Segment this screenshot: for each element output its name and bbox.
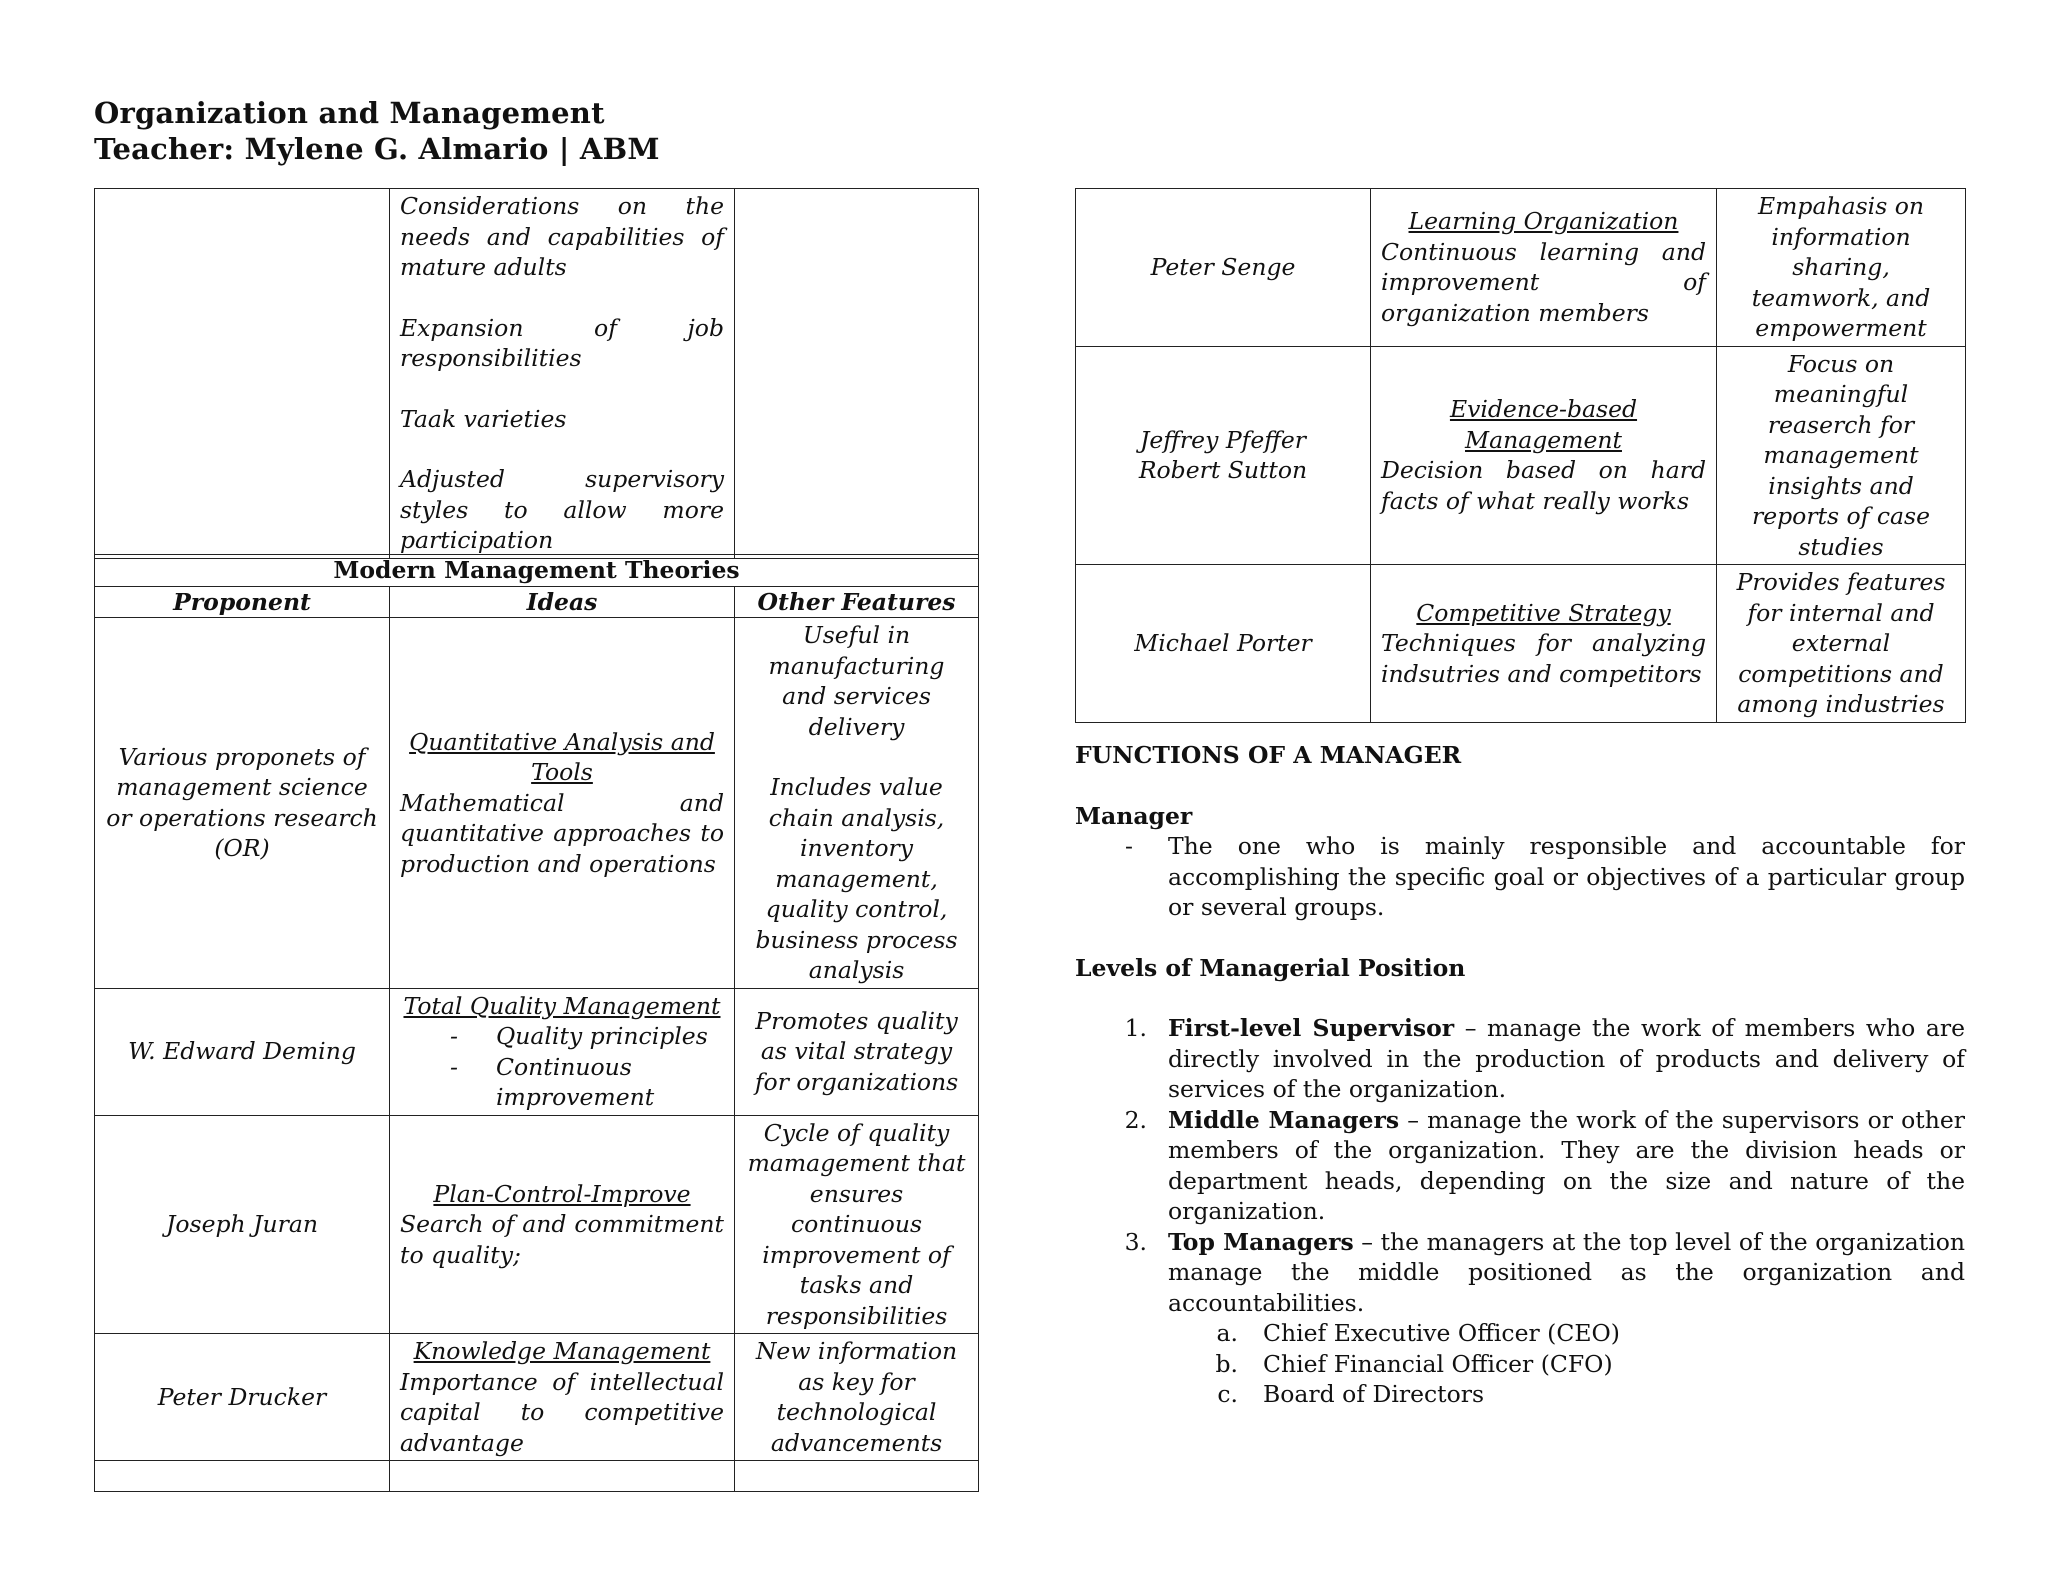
column-header: Proponent bbox=[95, 586, 390, 618]
features-cell: Focus on meaningful reaserch for management insights and reports of case studies bbox=[1717, 346, 1966, 565]
table-row bbox=[1076, 565, 1966, 723]
idea-item: Adjusted supervisory styles to allow more participation bbox=[400, 465, 724, 554]
list-number: 3. bbox=[1124, 1227, 1147, 1256]
idea-text: Techniques for analyzing indsutries and competitors bbox=[1381, 629, 1706, 688]
idea-text: Mathematical and quantitative approaches to production and operations bbox=[400, 788, 724, 878]
levels-heading: Levels of Managerial Position bbox=[1075, 953, 1466, 982]
features-cell bbox=[735, 618, 979, 989]
proponent-cell: Peter Drucker bbox=[95, 1334, 390, 1461]
empty-cell bbox=[95, 189, 390, 559]
features-cell: Promotes quality as vital strategy for organizations bbox=[735, 988, 979, 1115]
document-title: Organization and Management bbox=[94, 96, 605, 130]
table-row bbox=[95, 1461, 979, 1492]
sub-letter: c. bbox=[1217, 1380, 1238, 1408]
teacher-line: Teacher: Mylene G. Almario | ABM bbox=[94, 132, 660, 166]
section-title: FUNCTIONS OF A MANAGER bbox=[1075, 741, 1462, 769]
table-row bbox=[95, 1115, 979, 1334]
proponent-cell: Michael Porter bbox=[1076, 565, 1371, 723]
idea-text: Decision based on hard facts of what really works bbox=[1381, 456, 1706, 515]
level-desc: – the managers at the top level of the organization manage the middle positioned as the organization and accountabilities. bbox=[1168, 1227, 1965, 1317]
features-cell: Empahasis on information sharing, teamwork, and empowerment bbox=[1717, 189, 1966, 347]
sub-list-item bbox=[1075, 1379, 1965, 1410]
idea-title: Total Quality Management bbox=[403, 991, 721, 1020]
feature-text: Useful in manufacturing and services delivery bbox=[768, 621, 945, 741]
idea-title: Competitive Strategy bbox=[1416, 598, 1671, 627]
sub-text: Chief Financial Officer (CFO) bbox=[1263, 1349, 1613, 1378]
ideas-cell bbox=[390, 618, 735, 989]
ideas-cell bbox=[1371, 346, 1717, 565]
features-cell: Provides features for internal and external competitions and among industries bbox=[1717, 565, 1966, 723]
idea-item: Considerations on the needs and capabilities of mature adults bbox=[400, 192, 724, 281]
table-row bbox=[95, 1334, 979, 1461]
idea-item: Taak varieties bbox=[400, 404, 567, 433]
sub-list-item bbox=[1075, 1349, 1965, 1380]
table-row bbox=[1076, 189, 1966, 347]
proponent-cell: W. Edward Deming bbox=[95, 988, 390, 1115]
sub-letter: a. bbox=[1216, 1319, 1238, 1347]
level-term: First-level Supervisor bbox=[1168, 1014, 1455, 1042]
proponent-name: Robert Sutton bbox=[1138, 456, 1308, 485]
idea-text: Search of and commitment to quality; bbox=[400, 1210, 724, 1269]
continued-table bbox=[94, 188, 979, 559]
bullet-item: - Quality principles bbox=[450, 1022, 708, 1050]
idea-title: Evidence-based Management bbox=[1449, 395, 1638, 454]
table-title: Modern Management Theories bbox=[95, 555, 979, 587]
ideas-cell bbox=[390, 1334, 735, 1461]
functions-section bbox=[1075, 740, 1965, 1410]
manager-definition bbox=[1075, 831, 1965, 923]
sub-text: Board of Directors bbox=[1263, 1380, 1485, 1408]
manager-def-text: The one who is mainly responsible and accountable for accomplishing the specific goal or objectives of a particular group or several groups. bbox=[1168, 832, 1965, 921]
level-desc: – manage the work of members who are directly involved in the production of products and delivery of services of the organization. bbox=[1168, 1014, 1965, 1103]
column-header: Ideas bbox=[390, 586, 735, 618]
sub-letter: b. bbox=[1215, 1349, 1238, 1378]
list-item bbox=[1075, 1105, 1965, 1227]
modern-theories-table-continued bbox=[1075, 188, 1966, 723]
proponent-name: Jeffrey Pfeffer bbox=[1139, 425, 1307, 454]
ideas-cell bbox=[390, 1115, 735, 1334]
modern-theories-table bbox=[94, 554, 979, 1492]
idea-text: Importance of intellectual capital to competitive advantage bbox=[400, 1367, 724, 1457]
idea-text: Continuous learning and improvement of organization members bbox=[1381, 237, 1706, 327]
column-header: Other Features bbox=[735, 586, 979, 618]
proponent-cell bbox=[1076, 346, 1371, 565]
feature-text: Includes value chain analysis, inventory management, quality control, business process analysis bbox=[755, 773, 958, 984]
idea-title: Quantitative Analysis and Tools bbox=[409, 727, 715, 786]
level-desc: – manage the work of the supervisors or other members of the organization. They are the division heads or department heads, depending on the size and nature of the organization. bbox=[1168, 1105, 1965, 1225]
level-term: Middle Managers bbox=[1168, 1105, 1400, 1134]
features-cell: New information as key for technological advancements bbox=[735, 1334, 979, 1461]
table-row bbox=[95, 988, 979, 1115]
bullet-item: - Continuous improvement bbox=[450, 1052, 655, 1111]
level-term: Top Managers bbox=[1168, 1227, 1354, 1256]
manager-heading: Manager bbox=[1075, 801, 1193, 830]
list-number: 1. bbox=[1124, 1014, 1147, 1042]
idea-title: Learning Organization bbox=[1408, 207, 1679, 236]
table-row bbox=[95, 618, 979, 989]
ideas-cell bbox=[1371, 565, 1717, 723]
table-row bbox=[1076, 346, 1966, 565]
list-item bbox=[1075, 1013, 1965, 1105]
bullet-mark: - bbox=[1125, 832, 1133, 860]
ideas-cell bbox=[1371, 189, 1717, 347]
ideas-cell bbox=[390, 988, 735, 1115]
idea-title: Plan-Control-Improve bbox=[433, 1179, 691, 1208]
features-cell: Cycle of quality mamagement that ensures continuous improvement of tasks and responsibilities bbox=[735, 1115, 979, 1334]
proponent-cell: Joseph Juran bbox=[95, 1115, 390, 1334]
list-item bbox=[1075, 1227, 1965, 1319]
sub-text: Chief Executive Officer (CEO) bbox=[1263, 1319, 1620, 1347]
sub-list-item bbox=[1075, 1318, 1965, 1349]
ideas-cell bbox=[390, 189, 735, 559]
empty-cell bbox=[735, 189, 979, 559]
idea-item: Expansion of job responsibilities bbox=[400, 313, 724, 372]
proponent-cell: Peter Senge bbox=[1076, 189, 1371, 347]
proponent-cell: Various proponets of management science or operations research (OR) bbox=[95, 618, 390, 989]
list-number: 2. bbox=[1124, 1105, 1147, 1134]
idea-title: Knowledge Management bbox=[413, 1337, 711, 1365]
